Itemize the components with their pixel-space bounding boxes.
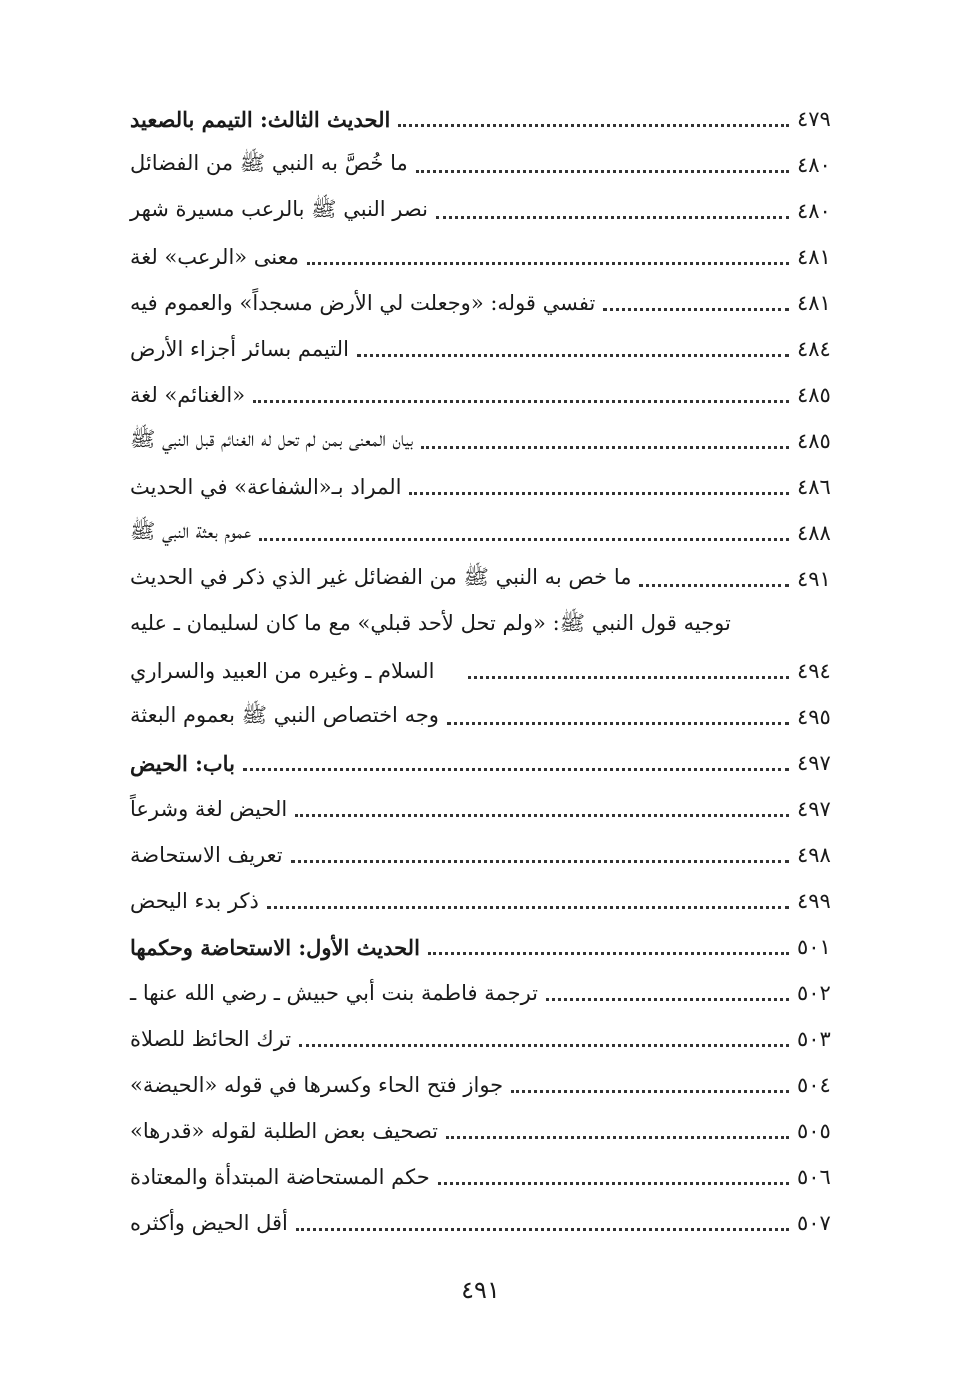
toc-entry-title: توجيه قول النبي ﷺ: «ولم تحل لأحد قبلي» مع ما كان لسليمان ـ عليه [130, 610, 731, 635]
dot-leader [307, 262, 789, 265]
toc-entry [120, 326, 845, 372]
toc-entry-title: المراد بـ«الشفاعة» في الحديث [130, 475, 402, 499]
toc-entry-title: تعريف الاستحاضة [130, 843, 283, 867]
toc-entry [120, 96, 845, 142]
toc-entry [120, 832, 845, 878]
dot-leader [296, 1228, 789, 1231]
toc-entry-title: ما خص به النبي ﷺ من الفضائل غير الذي ذكر في الحديث [130, 564, 632, 589]
dot-leader [416, 170, 789, 173]
toc-entry-page: ٤٨٦ [797, 475, 831, 499]
toc-entry-page: ٤٨٥ [797, 429, 831, 453]
dot-leader [447, 722, 789, 725]
dot-leader [295, 814, 789, 817]
toc-entry [120, 648, 845, 694]
toc-entry-page: ٤٨١ [797, 245, 831, 269]
dot-leader [438, 1182, 789, 1185]
toc-entry-page: ٤٨٤ [797, 337, 831, 361]
toc-entry-title: السلام ـ وغيره من العبيد والسراري [130, 659, 435, 683]
dot-leader [436, 216, 789, 219]
toc-entry-page: ٤٩٥ [797, 705, 831, 729]
toc-entry [120, 372, 845, 418]
toc-entry-page: ٥٠٤ [797, 1073, 831, 1097]
toc-entry [120, 1154, 845, 1200]
dot-leader [446, 1136, 789, 1139]
toc-entry-page: ٥٠٣ [797, 1027, 831, 1051]
toc-entry [120, 924, 845, 970]
toc-entry [120, 602, 845, 648]
toc-entry-title: عموم بعثة النبي ﷺ [130, 518, 252, 543]
toc-entry [120, 1016, 845, 1062]
toc-entry [120, 418, 845, 464]
dot-leader [398, 124, 789, 127]
toc-entry-page: ٥٠٦ [797, 1165, 831, 1189]
toc-entry-title: «الغنائم» لغة [130, 383, 246, 407]
toc-entry [120, 234, 845, 280]
dot-leader [511, 1090, 789, 1093]
toc-entry-title: تصحيف بعض الطلبة لقوله «قدرها» [130, 1119, 438, 1143]
toc-entry-title: ترجمة فاطمة بنت أبي حبيش ـ رضي الله عنها ـ [130, 981, 539, 1005]
toc-entry-title: باب: الحيض [130, 750, 235, 776]
toc-entry [120, 970, 845, 1016]
toc-entry [120, 464, 845, 510]
dot-leader [468, 676, 789, 679]
toc-entry [120, 556, 845, 602]
dot-leader [428, 952, 789, 955]
toc-entry-page: ٤٩١ [797, 567, 831, 591]
toc-entry-page: ٤٨٨ [797, 521, 831, 545]
toc-entry-title: ترك الحائظ للصلاة [130, 1027, 292, 1051]
toc-entry-page: ٤٩٩ [797, 889, 831, 913]
dot-leader [357, 354, 789, 357]
toc-entry [120, 1108, 845, 1154]
toc-entry-title: ما خُصَّ به النبي ﷺ من الفضائل [130, 150, 408, 175]
toc-entry [120, 188, 845, 234]
dot-leader [299, 1044, 789, 1047]
dot-leader [603, 308, 789, 311]
toc-entry [120, 740, 845, 786]
dot-leader [259, 538, 789, 541]
toc-entry [120, 510, 845, 556]
toc-entry-title: الحديث الثالث: التيمم بالصعيد [130, 106, 391, 132]
toc-entry-page: ٥٠٢ [797, 981, 831, 1005]
toc-entry-title: الحيض لغة وشرعاً [130, 797, 288, 821]
toc-entry-title: أقل الحيض وأكثره [130, 1211, 288, 1235]
toc-entry-title: بيان المعنى بمن لم تحل له الغنائم قبل النبي ﷺ [130, 426, 414, 451]
dot-leader [267, 906, 789, 909]
toc-entry-title: معنى «الرعب» لغة [130, 245, 300, 269]
toc-entry-page: ٤٩٤ [797, 659, 831, 683]
toc-entry [120, 1200, 845, 1246]
toc-entry-page: ٤٩٨ [797, 843, 831, 867]
toc-entry-title: وجه اختصاص النبي ﷺ بعموم البعثة [130, 702, 439, 727]
toc-entry [120, 280, 845, 326]
toc-entry [120, 142, 845, 188]
toc-entry-title: جواز فتح الحاء وكسرها في قوله «الحيضة» [130, 1073, 504, 1097]
toc-entry-page: ٤٨٠ [797, 153, 831, 177]
dot-leader [421, 446, 789, 449]
toc-entry-title: نصر النبي ﷺ بالرعب مسيرة شهر [130, 196, 428, 221]
toc-entry [120, 786, 845, 832]
page-number: ٤٩١ [461, 1276, 500, 1304]
toc-entry-page: ٤٨٠ [797, 199, 831, 223]
toc-entry-title: حكم المستحاضة المبتدأة والمعتادة [130, 1165, 430, 1189]
toc-entry-page: ٤٩٧ [797, 797, 831, 821]
dot-leader [291, 860, 789, 863]
toc-entry-page: ٥٠١ [797, 935, 831, 959]
toc-entry-title: تفسي قوله: «وجعلت لي الأرض مسجداً» والعموم فيه [130, 291, 596, 315]
toc-entry-page: ٤٧٩ [797, 107, 831, 131]
toc-entry [120, 878, 845, 924]
dot-leader [409, 492, 789, 495]
dot-leader [546, 998, 789, 1001]
toc-entry-title: ذكر بدء اليحض [130, 889, 259, 913]
toc-entry-page: ٥٠٥ [797, 1119, 831, 1143]
dot-leader [243, 768, 789, 771]
toc-entry-title: الحديث الأول: الاستحاضة وحكمها [130, 934, 420, 960]
toc-entry-page: ٥٠٧ [797, 1211, 831, 1235]
toc-entry [120, 1062, 845, 1108]
dot-leader [639, 584, 789, 587]
toc-entry-page: ٤٩٧ [797, 751, 831, 775]
toc-entry-title: التيمم بسائر أجزاء الأرض [130, 337, 349, 361]
toc-entry [120, 694, 845, 740]
table-of-contents [120, 96, 845, 1246]
toc-entry-page: ٤٨٥ [797, 383, 831, 407]
toc-entry-page: ٤٨١ [797, 291, 831, 315]
dot-leader [253, 400, 789, 403]
